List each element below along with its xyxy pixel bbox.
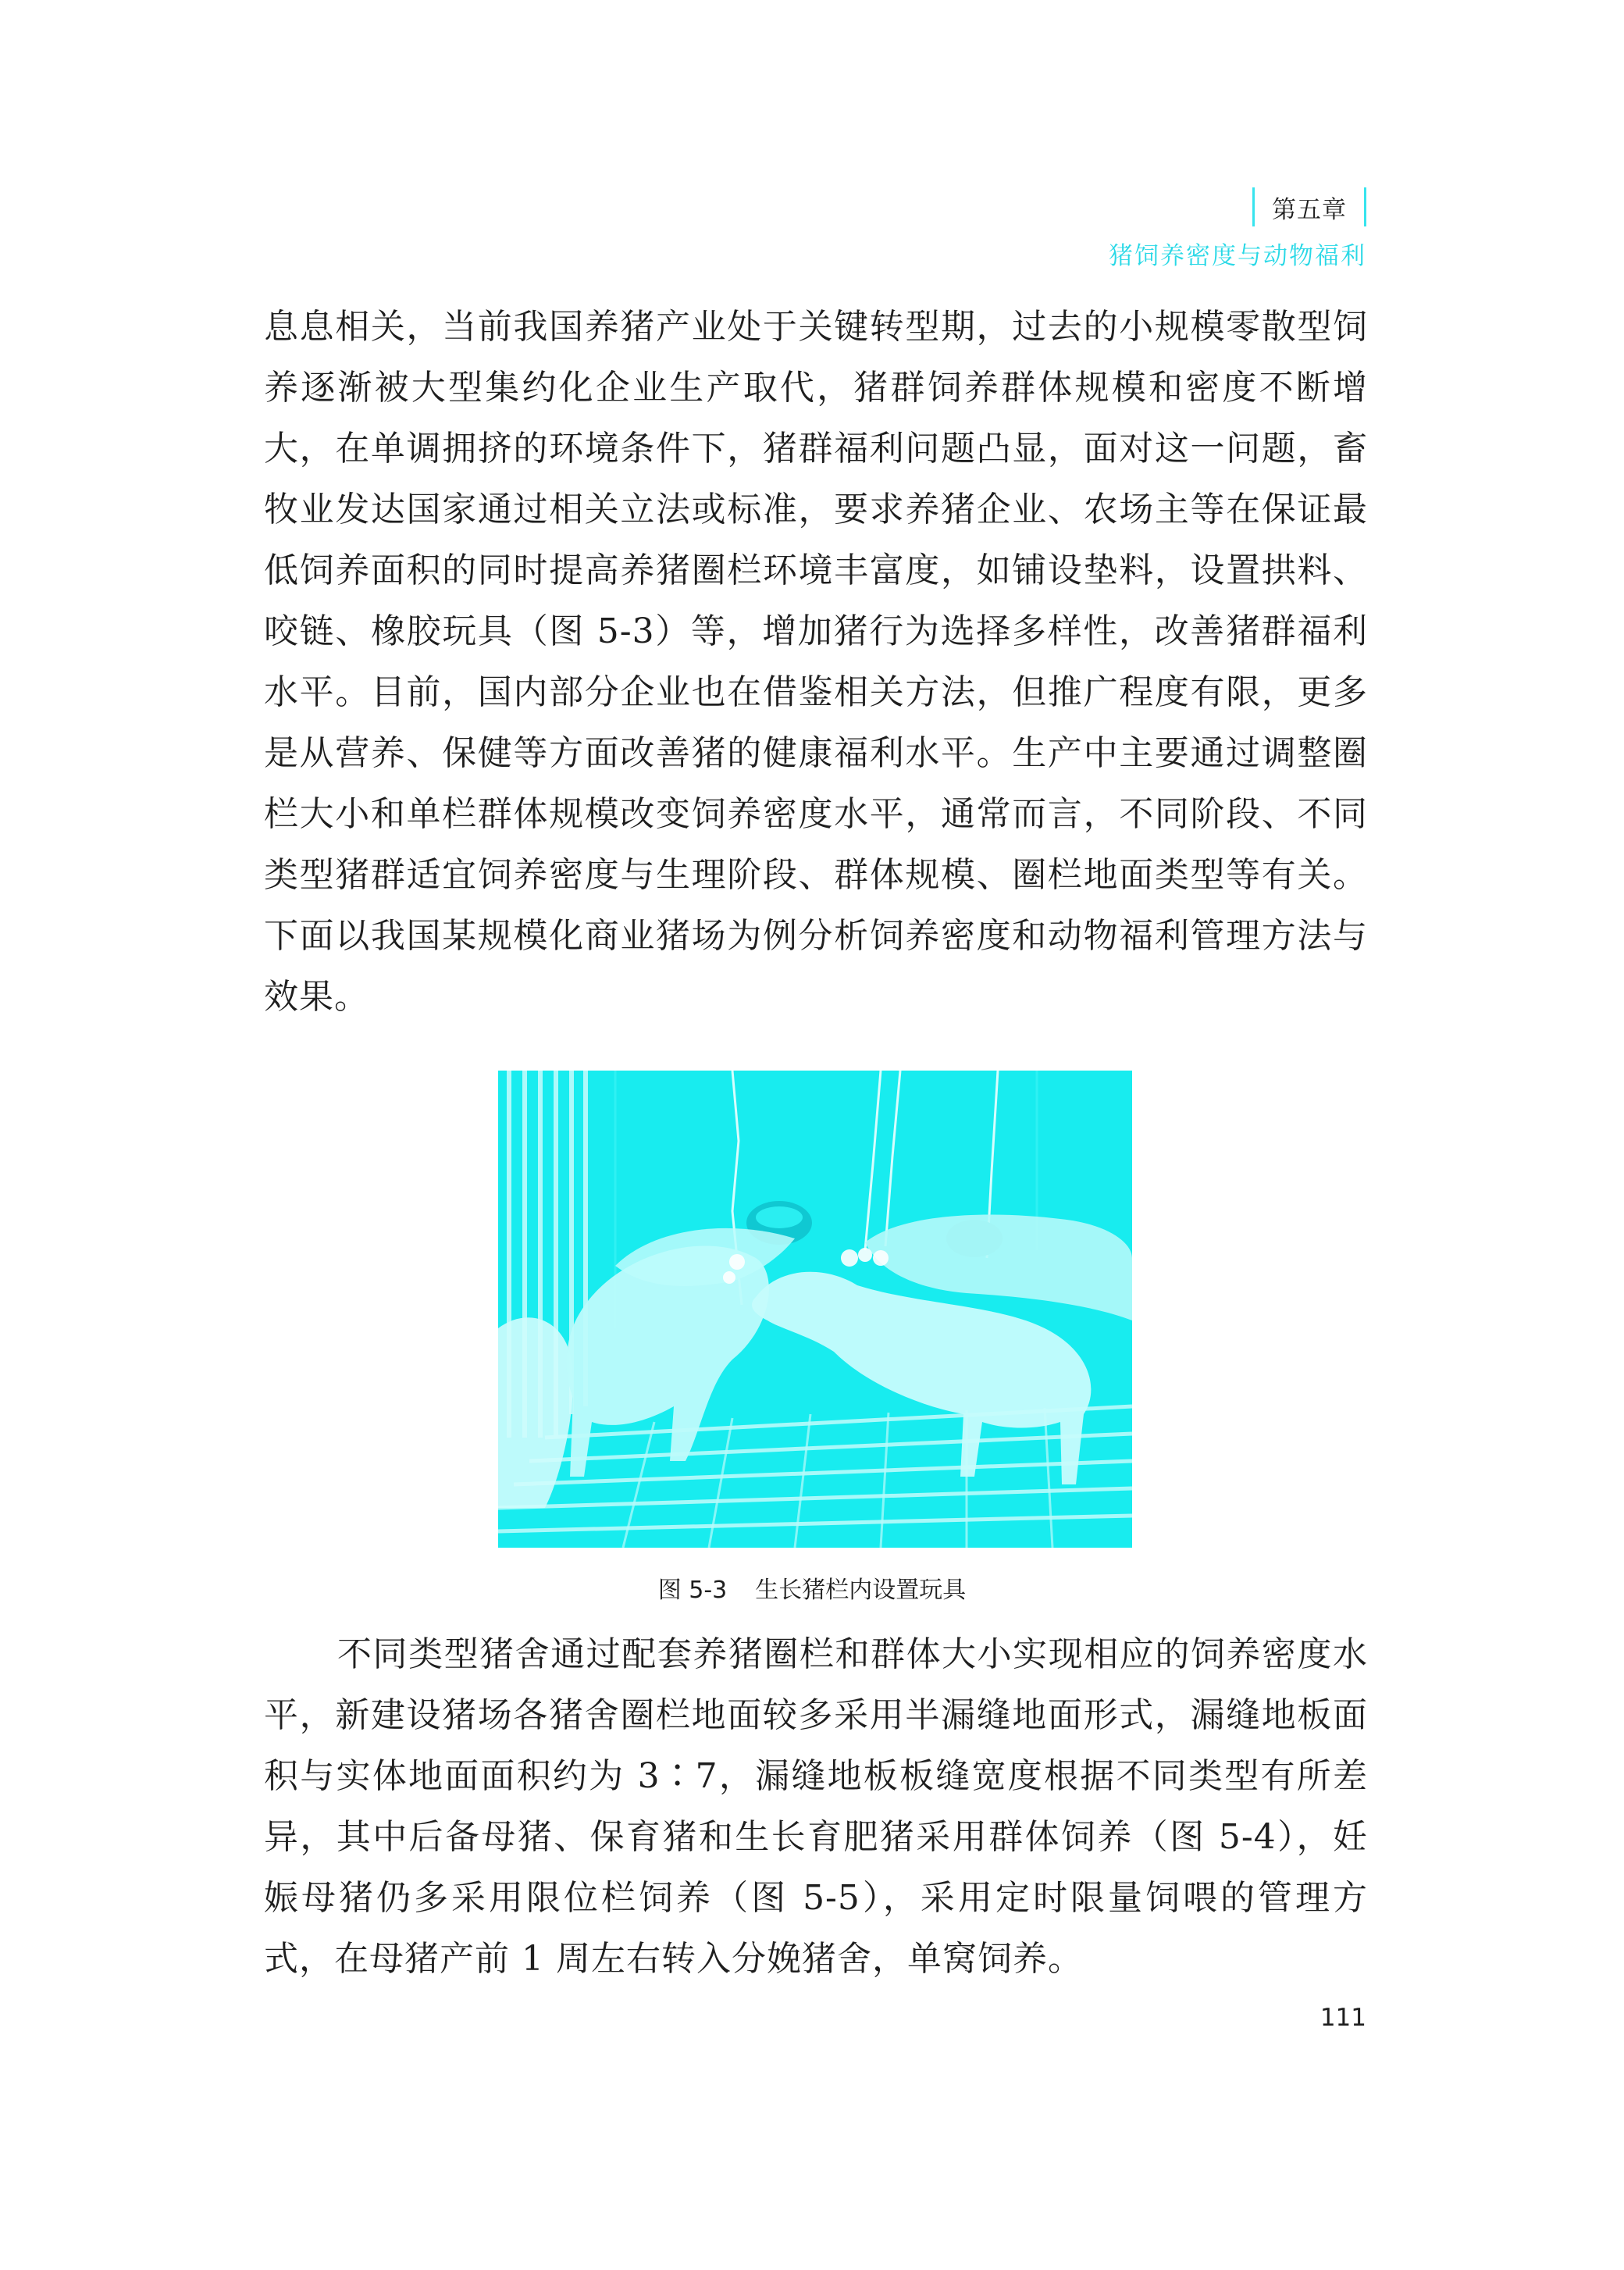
page-number: 111 [1320,2004,1366,2032]
body-paragraph-1: 息息相关，当前我国养猪产业处于关键转型期，过去的小规模零散型饲养逐渐被大型集约化企业生产取代，猪群饲养群体规模和密度不断增大，在单调拥挤的环境条件下，猪群福利问题凸显，面对这一问题，畜牧业发达国家通过相关立法或标准，要求养猪企业、农场主等在保证最低饲养面积的同时提高养猪圈栏环境丰富度，如铺设垫料，设置拱料、咬链、橡胶玩具（图 5-3）等，增加猪行为选择多样性，改善猪群福利水平。目前，国内部分企业也在借鉴相关方法，但推广程度有限，更多是从营养、保健等方面改善猪的健康福利水平。生产中主要通过调整圈栏大小和单栏群体规模改变饲养密度水平，通常而言，不同阶段、不同类型猪群适宜饲养密度与生理阶段、群体规模、圈栏地面类型等有关。下面以我国某规模化商业猪场为例分析饲养密度和动物福利管理方法与效果。 [264,307,1368,1017]
figure-number: 图 5-3 [657,1577,728,1604]
chapter-row [1109,184,1366,230]
running-header [1109,184,1366,271]
chapter-label: 第五章 [1272,195,1347,224]
figure-caption-text: 生长猪栏内设置玩具 [755,1577,967,1604]
figure-photo-pigs-with-toys [498,1071,1132,1548]
figure-caption [0,1570,1624,1605]
body-paragraph-2: 不同类型猪舍通过配套养猪圈栏和群体大小实现相应的饲养密度水平，新建设猪场各猪舍圈栏地面较多采用半漏缝地面形式，漏缝地板面积与实体地面面积约为 3∶7，漏缝地板板缝宽度根据不同类型有所差异，其中后备母猪、保育猪和生长育肥猪采用群体饲养（图 5-4），妊娠母猪仍多采用限位栏饲养（图 5-5），采用定时限量饲喂的管理方式，在母猪产前 1 周左右转入分娩猪舍，单窝饲养。 [264,1634,1368,1979]
chapter-title: 猪饲养密度与动物福利 [1109,242,1366,270]
header-divider-right [1364,187,1366,226]
